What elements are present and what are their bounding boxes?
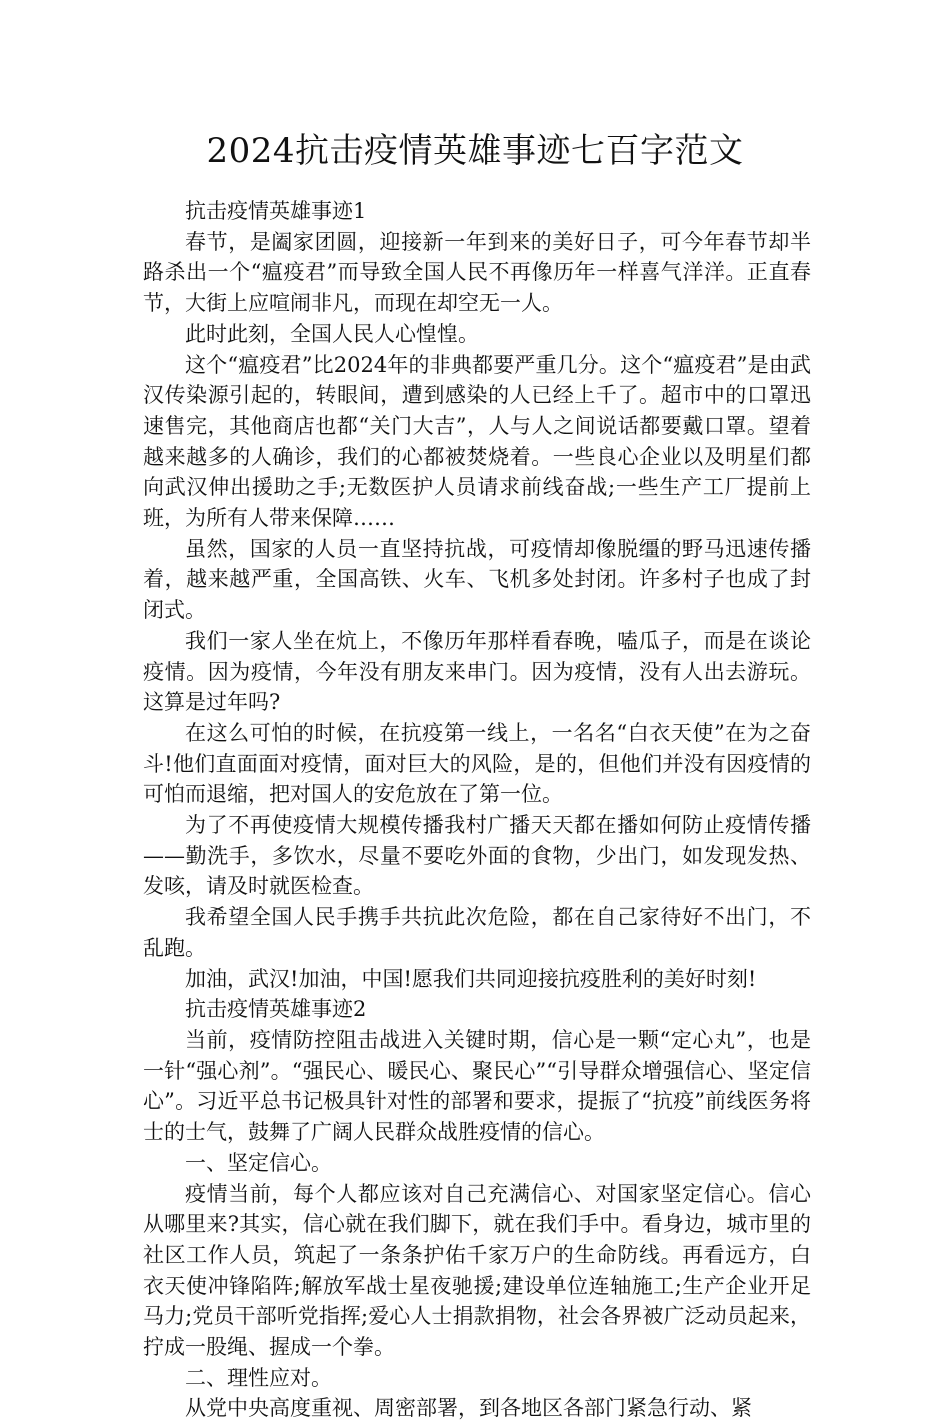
paragraph: 在这么可怕的时候，在抗疫第一线上，一名名“白衣天使”在为之奋斗!他们直面面对疫情，面对巨大的风险，是的，但他们并没有因疫情的可怕而退缩，把对国人的安危放在了第一位。 [143, 720, 811, 807]
subheading: 一、坚定信心。 [185, 1150, 332, 1175]
paragraph: 当前，疫情防控阻击战进入关键时期，信心是一颗“定心丸”，也是一针“强心剂”。“强民心、暖民心、聚民心”“引导群众增强信心、坚定信心”。习近平总书记极具针对性的部署和要求，提振了“抗疫”前线医务将士的士气，鼓舞了广阔人民群众战胜疫情的信心。 [143, 1027, 811, 1145]
paragraph: 春节，是阖家团圆，迎接新一年到来的美好日子，可今年春节却半路杀出一个“瘟疫君”而导致全国人民不再像历年一样喜气洋洋。正直春节，大街上应喧闹非凡，而现在却空无一人。 [143, 229, 811, 316]
paragraph: 此时此刻，全国人民人心惶惶。 [185, 321, 479, 346]
subheading: 二、理性应对。 [185, 1365, 332, 1390]
paragraph: 我们一家人坐在炕上，不像历年那样看春晚，嗑瓜子，而是在谈论疫情。因为疫情，今年没有朋友来串门。因为疫情，没有人出去游玩。这算是过年吗? [143, 628, 811, 715]
section-heading-1: 抗击疫情英雄事迹1 [185, 199, 367, 223]
paragraph: 虽然，国家的人员一直坚持抗战，可疫情却像脱缰的野马迅速传播着，越来越严重，全国高铁、火车、飞机多处封闭。许多村子也成了封闭式。 [143, 536, 811, 623]
paragraph: 从党中央高度重视、周密部署，到各地区各部门紧急行动、紧 [185, 1396, 752, 1421]
document-title: 2024抗击疫情英雄事迹七百字范文 [206, 131, 744, 171]
paragraph: 我希望全国人民手携手共抗此次危险，都在自己家待好不出门，不乱跑。 [143, 905, 811, 960]
section-heading-2: 抗击疫情英雄事迹2 [185, 997, 367, 1022]
paragraph: 加油，武汉!加油，中国!愿我们共同迎接抗疫胜利的美好时刻! [185, 966, 757, 991]
paragraph: 为了不再使疫情大规模传播我村广播天天都在播如何防止疫情传播——勤洗手，多饮水，尽量不要吃外面的食物，少出门，如发现发热、发咳，请及时就医检查。 [143, 813, 811, 899]
paragraph: 这个“瘟疫君”比2024年的非典都要严重几分。这个“瘟疫君”是由武汉传染源引起的，转眼间，遭到感染的人已经上千了。超市中的口罩迅速售完，其他商店也都“关门大吉”，人与人之间说话都要戴口罩。望着越来越多的人确诊，我们的心都被焚烧着。一些良心企业以及明星们都向武汉伸出援助之手;无数医护人员请求前线奋战;一些生产工厂提前上班，为所有人带来保障…… [143, 352, 811, 531]
paragraph: 疫情当前，每个人都应该对自己充满信心、对国家坚定信心。信心从哪里来?其实，信心就在我们脚下，就在我们手中。看身边，城市里的社区工作人员，筑起了一条条护佑千家万户的生命防线。再看远方，白衣天使冲锋陷阵;解放军战士星夜驰援;建设单位连轴施工;生产企业开足马力;党员干部听党指挥;爱心人士捐款捐物，社会各界被广泛动员起来，拧成一股绳、握成一个拳。 [143, 1181, 811, 1360]
document-body [143, 196, 811, 1424]
